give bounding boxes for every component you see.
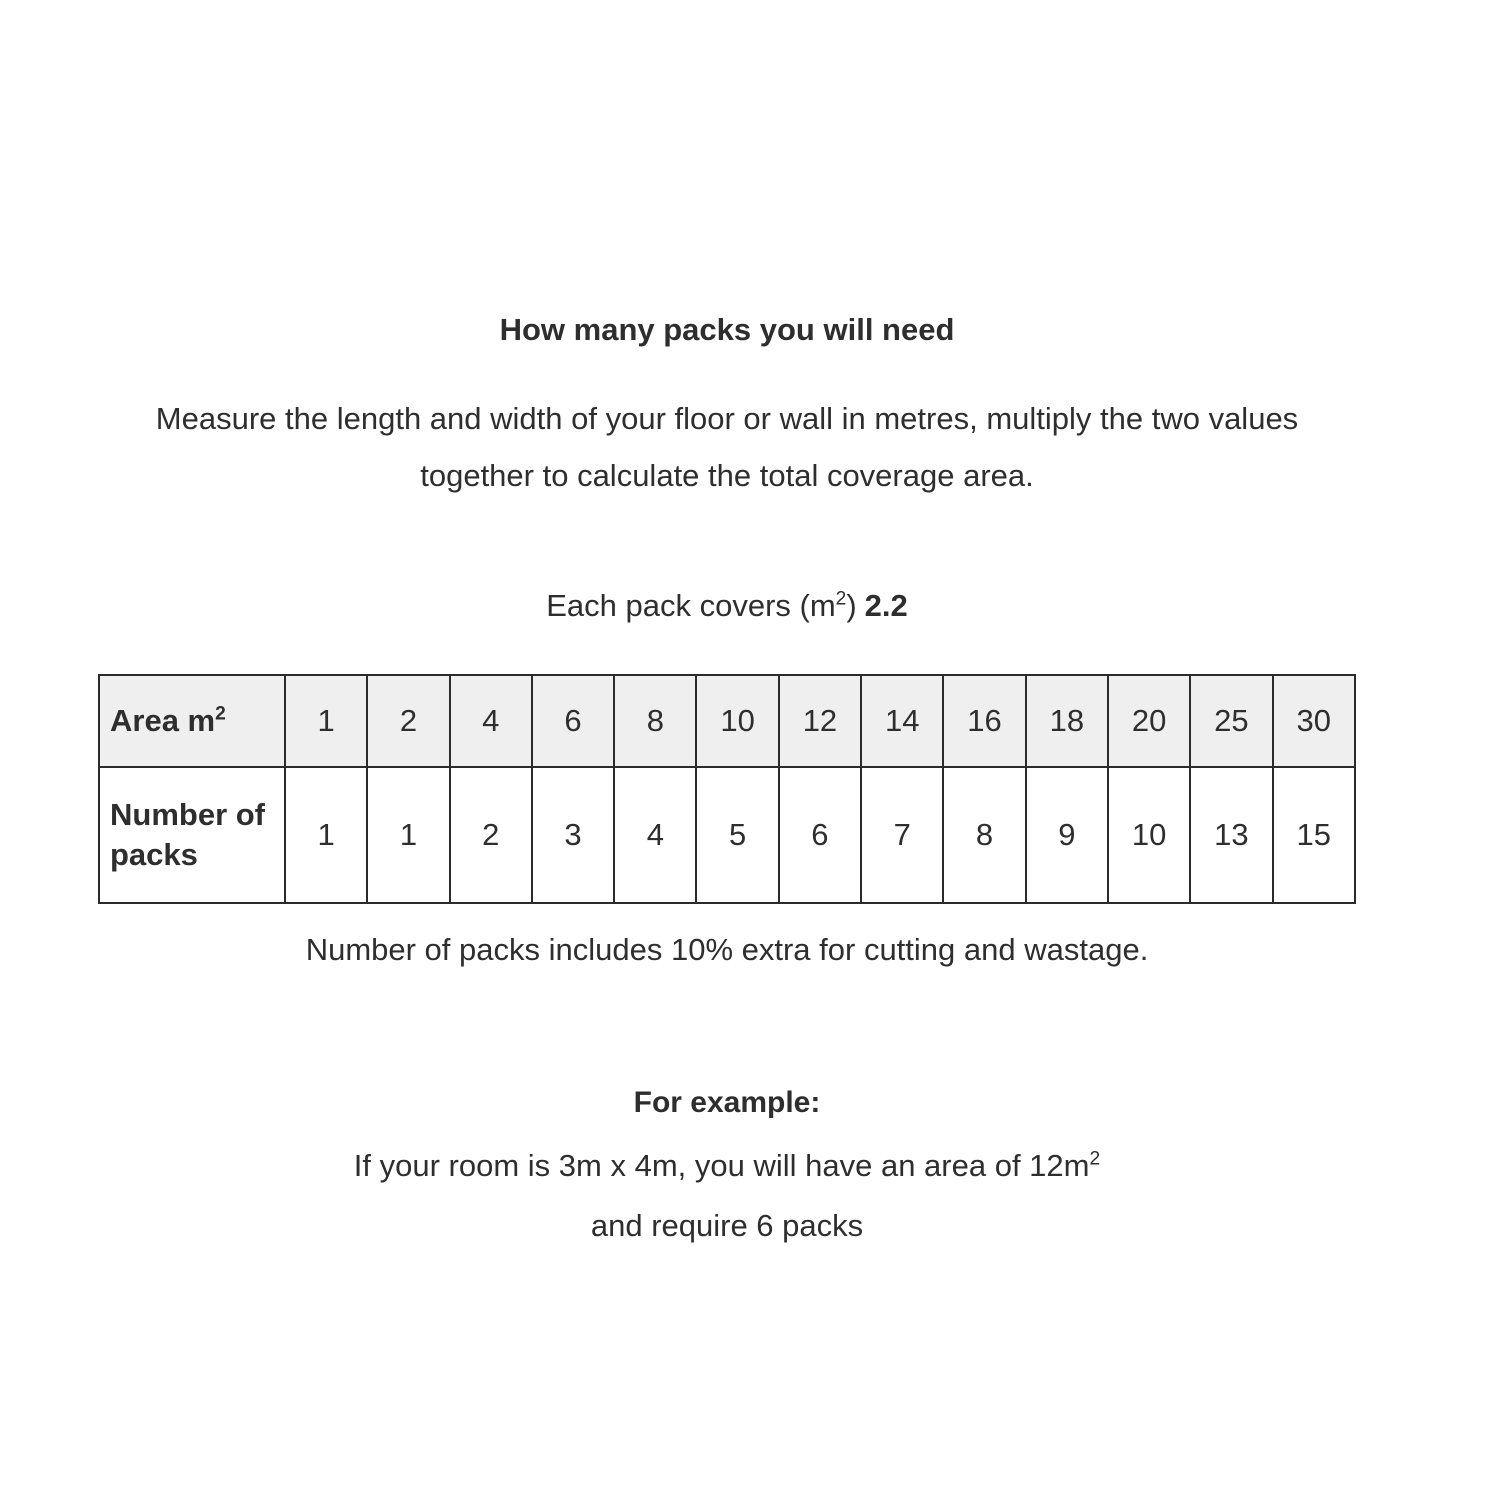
packs-cell: 4	[614, 767, 696, 903]
document-page	[98, 0, 1356, 1244]
area-cell: 20	[1108, 675, 1190, 767]
pack-coverage-line	[98, 588, 1356, 624]
packs-table	[98, 674, 1356, 904]
area-cell: 10	[696, 675, 778, 767]
packs-cell: 13	[1190, 767, 1272, 903]
packs-cell: 1	[367, 767, 449, 903]
packs-cell: 6	[779, 767, 861, 903]
area-cell: 16	[943, 675, 1025, 767]
area-cell: 18	[1026, 675, 1108, 767]
area-cell: 2	[367, 675, 449, 767]
packs-cell: 10	[1108, 767, 1190, 903]
coverage-label-suffix: )	[846, 588, 857, 623]
example-line2: and require 6 packs	[590, 1208, 864, 1243]
packs-cell: 3	[532, 767, 614, 903]
wastage-note: Number of packs includes 10% extra for cutting and wastage.	[305, 932, 1149, 967]
coverage-value: 2.2	[864, 588, 908, 623]
packs-cell: 15	[1273, 767, 1355, 903]
area-cell: 1	[285, 675, 367, 767]
page-title: How many packs you will need	[499, 312, 955, 347]
table-row-packs	[99, 767, 1355, 903]
packs-cell: 5	[696, 767, 778, 903]
area-cell: 12	[779, 675, 861, 767]
area-cell: 14	[861, 675, 943, 767]
table-row-area	[99, 675, 1355, 767]
packs-cell: 7	[861, 767, 943, 903]
packs-cell: 9	[1026, 767, 1108, 903]
example-section	[98, 1086, 1356, 1244]
area-cell: 8	[614, 675, 696, 767]
coverage-label-prefix: Each pack covers (m	[546, 588, 836, 623]
area-row-label	[99, 675, 285, 767]
example-superscript: 2	[1089, 1148, 1101, 1170]
intro-paragraph: Measure the length and width of your floor or wall in metres, multiply the two values together to calculate the total coverage area.	[155, 401, 1299, 493]
area-label-text: Area m	[110, 703, 216, 738]
example-heading: For example:	[633, 1086, 821, 1119]
area-label-superscript: 2	[215, 703, 226, 725]
packs-row-label: Number of packs	[99, 767, 285, 903]
example-line1	[98, 1148, 1356, 1184]
area-cell: 30	[1273, 675, 1355, 767]
packs-cell: 2	[450, 767, 532, 903]
example-line1-text: If your room is 3m x 4m, you will have an area of 12m	[353, 1148, 1090, 1183]
area-cell: 25	[1190, 675, 1272, 767]
packs-cell: 8	[943, 767, 1025, 903]
coverage-superscript: 2	[835, 588, 847, 610]
packs-cell: 1	[285, 767, 367, 903]
area-cell: 6	[532, 675, 614, 767]
area-cell: 4	[450, 675, 532, 767]
